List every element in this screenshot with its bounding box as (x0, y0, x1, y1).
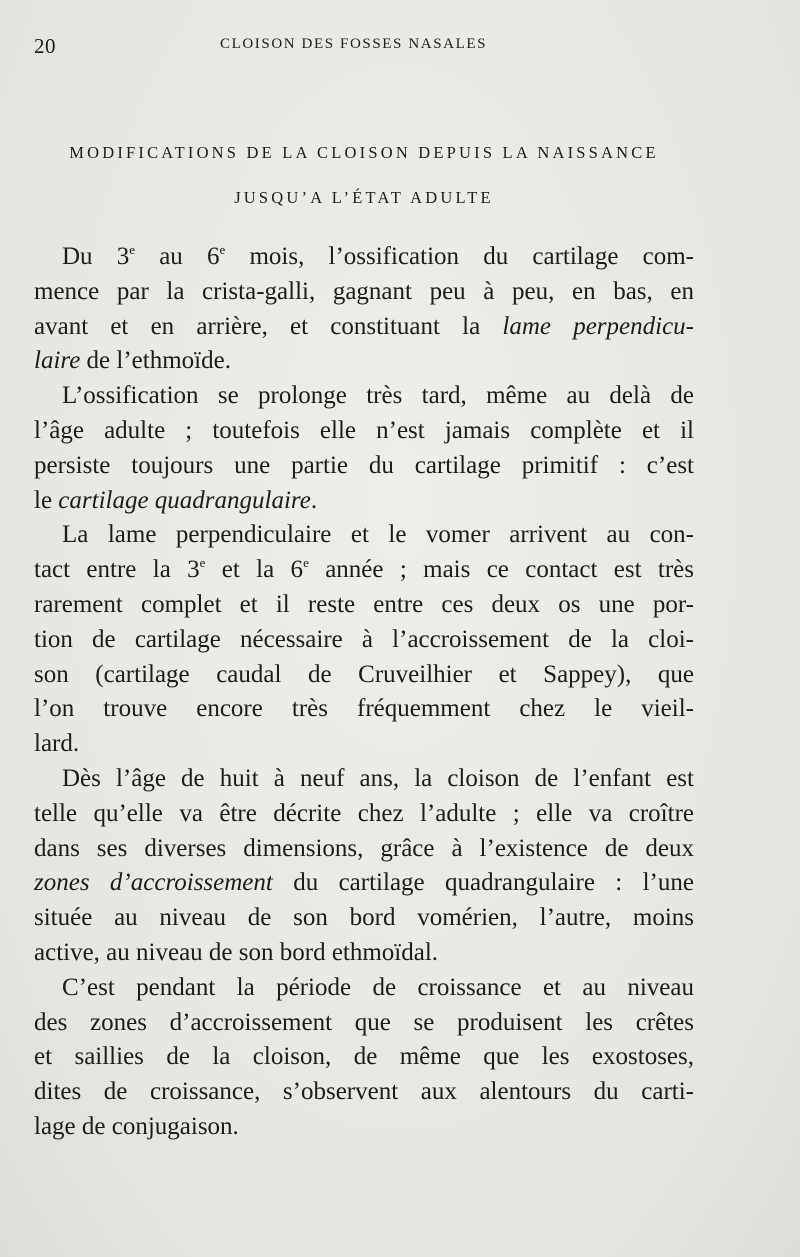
text-line: dans ses diverses dimensions, grâce à l’existence de deux (34, 834, 694, 862)
section-heading-line-2: JUSQU’A L’ÉTAT ADULTE (234, 188, 494, 207)
text-line: l’on trouve encore très fréquemment chez le vieil- (34, 695, 694, 723)
running-head (34, 30, 770, 56)
italic-term: cartilage quadrangulaire (58, 486, 311, 514)
text-line: laire de l’ethmoïde. (34, 347, 231, 375)
italic-term: zones d’accroissement (34, 869, 273, 897)
paragraph-2 (34, 379, 694, 518)
text-line: l’âge adulte ; toutefois elle n’est jamais complète et il (34, 416, 694, 444)
text-line: mence par la crista-galli, gagnant peu à peu, en bas, en (34, 277, 694, 305)
text-line: active, au niveau de son bord ethmoïdal. (34, 938, 439, 966)
text-line: lage de conjugaison. (34, 1112, 239, 1140)
text-line: avant et en arrière, et constituant la lame perpendicu- (34, 312, 694, 340)
text-line: son (cartilage caudal de Cruveilhier et Sappey), que (34, 660, 694, 688)
paragraph-5 (34, 971, 694, 1145)
text-line: située au niveau de son bord vomérien, l’autre, moins (34, 904, 694, 932)
text-line: dites de croissance, s’observent aux alentours du carti- (34, 1078, 694, 1106)
paragraph-1 (34, 240, 694, 379)
page-number: 20 (34, 34, 56, 58)
section-heading (34, 130, 694, 220)
text-line: tact entre la 3e et la 6e année ; mais ce contact est très (34, 555, 694, 584)
text-line: lard. (34, 730, 80, 758)
text-line: le cartilage quadrangulaire. (34, 486, 318, 514)
text-line: telle qu’elle va être décrite chez l’adulte ; elle va croître (34, 799, 694, 827)
text-line: tion de cartilage nécessaire à l’accroissement de la cloi- (34, 625, 694, 653)
text-line: C’est pendant la période de croissance et au niveau (62, 973, 694, 1001)
body-text (34, 240, 694, 1145)
text-line: La lame perpendiculaire et le vomer arrivent au con- (62, 521, 694, 549)
paragraph-4 (34, 762, 694, 971)
text-line: persiste toujours une partie du cartilage primitif : c’est (34, 451, 694, 479)
section-heading-line-1: MODIFICATIONS DE LA CLOISON DEPUIS LA NAISSANCE (69, 143, 659, 162)
text-line: et saillies de la cloison, de même que les exostoses, (34, 1043, 694, 1071)
text-line: des zones d’accroissement que se produisent les crêtes (34, 1008, 694, 1036)
text-line: zones d’accroissement du cartilage quadrangulaire : l’une (34, 869, 694, 897)
paragraph-3 (34, 518, 694, 762)
text-line: Dès l’âge de huit à neuf ans, la cloison de l’enfant est (62, 764, 694, 792)
text-line: L’ossification se prolonge très tard, même au delà de (62, 382, 694, 410)
text-line: Du 3e au 6e mois, l’ossification du cartilage com- (62, 242, 694, 270)
italic-term: lame perpendicu- (502, 312, 694, 340)
italic-term: laire (34, 347, 81, 375)
running-title: CLOISON DES FOSSES NASALES (220, 36, 488, 52)
text-line: rarement complet et il reste entre ces deux os une por- (34, 590, 694, 618)
